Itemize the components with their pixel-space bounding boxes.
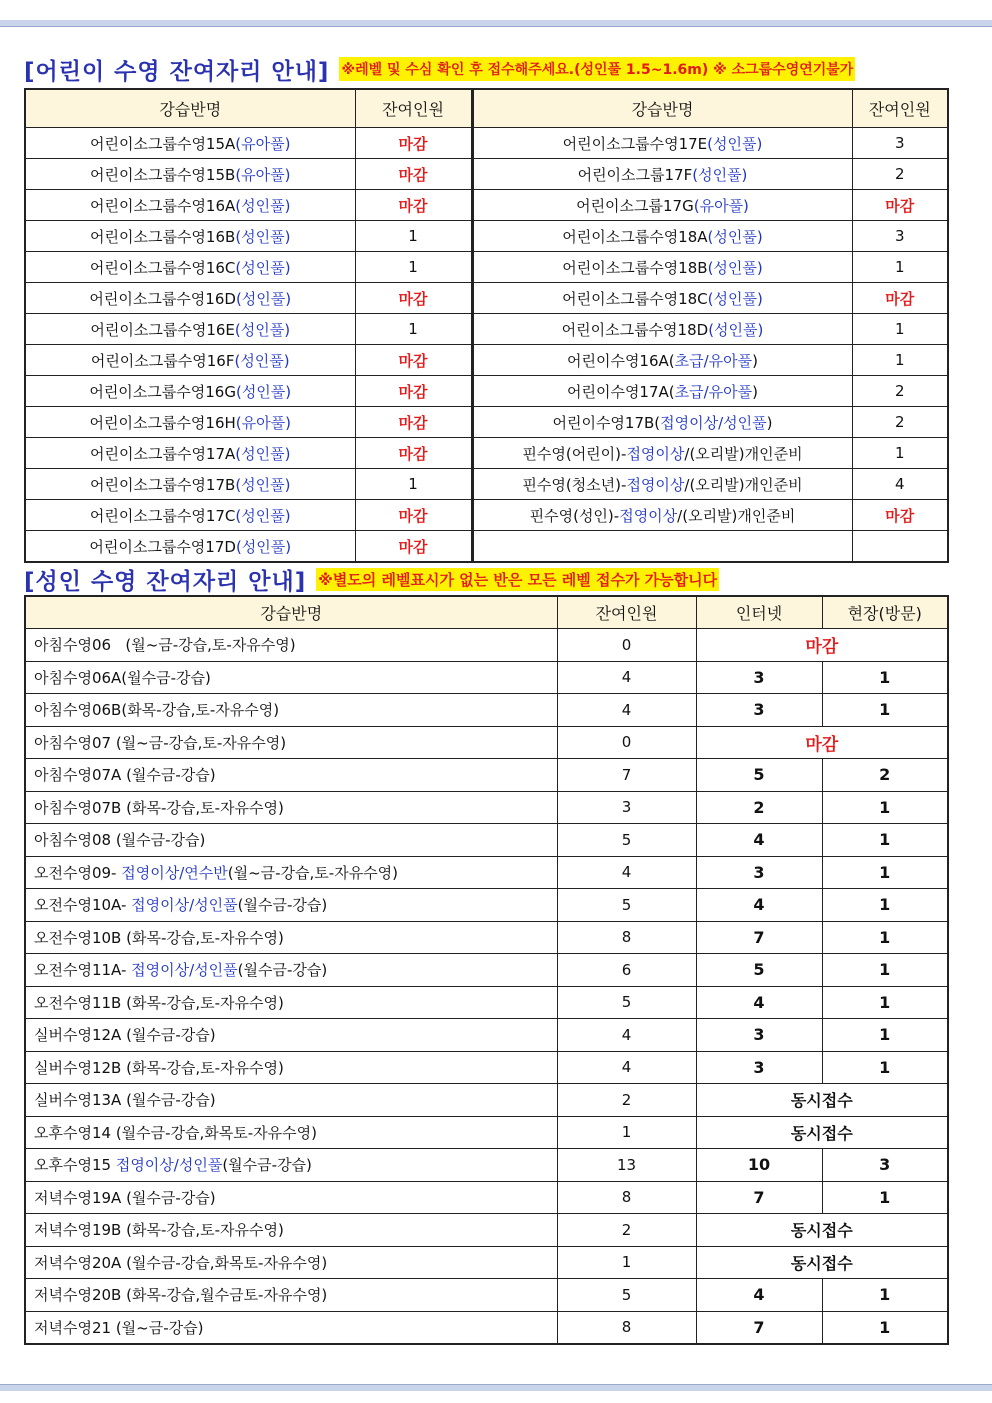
internet-cell: 7 — [696, 1311, 822, 1344]
onsite-cell: 1 — [822, 986, 948, 1019]
class-name: 어린이소그룹수영18B — [562, 258, 708, 277]
remaining-cell: 3 — [852, 221, 948, 252]
onsite-cell: 1 — [822, 1279, 948, 1312]
class-name-cell — [25, 791, 557, 824]
class-name: 오전수영09- — [34, 863, 122, 882]
class-name: 어린이수영17A( — [566, 382, 675, 401]
internet-cell: 10 — [696, 1149, 822, 1182]
pool-label: 접영이상/성인풀 — [660, 413, 767, 432]
class-name-cell — [472, 438, 852, 469]
pool-label: (성인풀) — [707, 134, 763, 153]
pool-label: (성인풀) — [235, 196, 291, 215]
remaining-cell: 4 — [557, 856, 696, 889]
class-suffix: /(오리발)개인준비 — [677, 506, 796, 525]
table-row — [25, 221, 948, 252]
class-name-cell — [472, 128, 852, 159]
table-row — [25, 438, 948, 469]
class-name: 어린이소그룹17F — [577, 165, 693, 184]
pool-label: (성인풀) — [235, 382, 292, 401]
remaining-cell: 마감 — [355, 531, 472, 563]
pool-label: (성인풀) — [235, 444, 291, 463]
pool-label: (성인풀) — [707, 227, 763, 246]
remaining-cell: 마감 — [852, 500, 948, 531]
class-name: 어린이소그룹수영15B — [90, 165, 236, 184]
internet-cell: 4 — [696, 986, 822, 1019]
remaining-cell: 7 — [557, 759, 696, 792]
class-suffix: /(오리발)개인준비 — [684, 444, 803, 463]
page-content — [24, 50, 949, 1345]
class-name: 아침수영08 (월수금-강습) — [34, 831, 206, 850]
class-name: 아침수영07A (월수금-강습) — [34, 766, 216, 785]
class-name-cell — [25, 1149, 557, 1182]
onsite-cell: 1 — [822, 791, 948, 824]
table-row — [25, 1279, 948, 1312]
class-name-cell — [25, 1084, 557, 1117]
pool-label: (성인풀) — [708, 320, 764, 339]
remaining-cell: 0 — [557, 726, 696, 759]
pool-label: (성인풀) — [235, 227, 291, 246]
class-name-cell — [25, 986, 557, 1019]
table-row — [25, 345, 948, 376]
pool-label: (성인풀) — [235, 289, 292, 308]
onsite-cell: 1 — [822, 661, 948, 694]
remaining-cell: 마감 — [852, 283, 948, 314]
class-suffix: ) — [766, 413, 773, 432]
remaining-cell — [852, 531, 948, 563]
remaining-cell: 1 — [355, 314, 472, 345]
class-name: 어린이소그룹수영16F — [90, 351, 235, 370]
class-name: 어린이소그룹수영16A — [90, 196, 236, 215]
remaining-cell: 마감 — [355, 407, 472, 438]
table-row — [25, 661, 948, 694]
remaining-cell: 1 — [355, 221, 472, 252]
remaining-cell: 1 — [852, 438, 948, 469]
class-name-cell — [472, 500, 852, 531]
class-name-cell — [25, 694, 557, 727]
adult-table — [24, 595, 949, 1345]
class-name: 저녁수영20A (월수금-강습,화목토-자유수영) — [34, 1253, 328, 1272]
table-row — [25, 1181, 948, 1214]
class-name: 오전수영10B (화목-강습,토-자유수영) — [34, 928, 284, 947]
internet-cell: 5 — [696, 954, 822, 987]
table-row — [25, 759, 948, 792]
class-name: 어린이소그룹수영16C — [89, 258, 236, 277]
status-cell: 동시접수 — [696, 1084, 948, 1117]
pool-label: 초급/유아풀 — [674, 382, 753, 401]
pool-label: 접영이상 — [626, 475, 685, 494]
class-name-cell — [25, 889, 557, 922]
onsite-cell: 1 — [822, 694, 948, 727]
table-row — [25, 314, 948, 345]
class-name: 어린이소그룹수영16H — [89, 413, 236, 432]
class-name: 어린이소그룹수영17C — [89, 506, 236, 525]
table-row — [25, 283, 948, 314]
remaining-cell: 1 — [852, 345, 948, 376]
class-name: 어린이소그룹수영17D — [89, 537, 236, 556]
class-schedule: (월~금-강습,토-자유수영) — [227, 863, 399, 882]
table-row — [25, 531, 948, 563]
table-row — [25, 856, 948, 889]
class-name-cell — [25, 128, 355, 159]
table-row — [25, 1246, 948, 1279]
status-cell: 동시접수 — [696, 1246, 948, 1279]
class-name: 핀수영(성인)- — [529, 506, 620, 525]
remaining-cell: 1 — [557, 1246, 696, 1279]
internet-cell: 4 — [696, 889, 822, 922]
class-schedule: (월수금-강습) — [222, 1156, 312, 1175]
class-name: 아침수영06A(월수금-강습) — [34, 668, 211, 687]
class-name-cell — [25, 954, 557, 987]
table-row — [25, 921, 948, 954]
class-name-cell — [472, 221, 852, 252]
internet-cell: 3 — [696, 661, 822, 694]
class-name-cell — [472, 469, 852, 500]
class-name-cell — [25, 824, 557, 857]
table-row — [25, 252, 948, 283]
internet-cell: 3 — [696, 856, 822, 889]
remaining-cell: 3 — [852, 128, 948, 159]
remaining-cell: 8 — [557, 921, 696, 954]
class-name-cell — [25, 1311, 557, 1344]
remaining-cell: 마감 — [355, 283, 472, 314]
class-suffix: /(오리발)개인준비 — [684, 475, 803, 494]
adult-header-class: 강습반명 — [25, 596, 557, 629]
class-name: 어린이소그룹수영18C — [562, 289, 708, 308]
class-name: 저녁수영19B (화목-강습,토-자유수영) — [34, 1221, 284, 1240]
kids-header-class-left: 강습반명 — [25, 89, 355, 128]
adult-table-header — [25, 596, 948, 629]
kids-table — [24, 88, 949, 563]
table-row — [25, 986, 948, 1019]
remaining-cell: 2 — [852, 159, 948, 190]
class-name: 저녁수영19A (월수금-강습) — [34, 1188, 216, 1207]
internet-cell: 2 — [696, 791, 822, 824]
remaining-cell: 2 — [852, 407, 948, 438]
onsite-cell: 1 — [822, 1181, 948, 1214]
remaining-cell: 마감 — [355, 438, 472, 469]
table-row — [25, 824, 948, 857]
remaining-cell: 마감 — [355, 190, 472, 221]
level-label: 접영이상/성인풀 — [131, 896, 238, 915]
pool-label: (성인풀) — [235, 475, 291, 494]
class-name: 어린이소그룹수영17E — [562, 134, 708, 153]
pool-label: 접영이상 — [619, 506, 678, 525]
table-row — [25, 376, 948, 407]
table-row — [25, 1051, 948, 1084]
table-row — [25, 954, 948, 987]
pool-label: (성인풀) — [234, 351, 290, 370]
class-name-cell — [25, 500, 355, 531]
remaining-cell: 6 — [557, 954, 696, 987]
remaining-cell: 1 — [852, 314, 948, 345]
class-schedule: (월수금-강습) — [237, 961, 328, 980]
class-name-cell — [472, 345, 852, 376]
remaining-cell: 마감 — [355, 345, 472, 376]
onsite-cell: 1 — [822, 1019, 948, 1052]
kids-header-remaining-right: 잔여인원 — [852, 89, 948, 128]
class-name-cell — [472, 190, 852, 221]
remaining-cell: 13 — [557, 1149, 696, 1182]
class-name: 어린이소그룹수영17B — [90, 475, 236, 494]
class-name-cell — [472, 376, 852, 407]
class-name-cell — [25, 252, 355, 283]
remaining-cell: 1 — [557, 1116, 696, 1149]
table-row — [25, 1019, 948, 1052]
remaining-cell: 1 — [355, 469, 472, 500]
level-label: 접영이상/성인풀 — [131, 961, 238, 980]
kids-header-remaining-left: 잔여인원 — [355, 89, 472, 128]
class-name-cell — [25, 1116, 557, 1149]
class-name: 어린이소그룹수영16B — [90, 227, 236, 246]
status-cell: 동시접수 — [696, 1214, 948, 1247]
internet-cell: 5 — [696, 759, 822, 792]
remaining-cell: 4 — [557, 1019, 696, 1052]
class-name: 저녁수영21 (월~금-강습) — [34, 1318, 204, 1337]
pool-label: (성인풀) — [234, 320, 291, 339]
level-label: 접영이상/연수반 — [121, 863, 228, 882]
class-name: 어린이수영17B( — [552, 413, 661, 432]
class-name-cell — [25, 1279, 557, 1312]
class-name-cell — [472, 314, 852, 345]
table-row — [25, 1116, 948, 1149]
table-row — [25, 1149, 948, 1182]
onsite-cell: 1 — [822, 921, 948, 954]
table-row — [25, 407, 948, 438]
table-row — [25, 469, 948, 500]
remaining-cell: 0 — [557, 629, 696, 662]
table-row — [25, 791, 948, 824]
remaining-cell: 1 — [355, 252, 472, 283]
remaining-cell: 마감 — [852, 190, 948, 221]
class-name: 오전수영11A- — [34, 961, 132, 980]
adult-header-remaining: 잔여인원 — [557, 596, 696, 629]
class-name-cell — [472, 252, 852, 283]
class-name: 실버수영13A (월수금-강습) — [34, 1091, 216, 1110]
remaining-cell: 3 — [557, 791, 696, 824]
onsite-cell: 1 — [822, 1311, 948, 1344]
remaining-cell: 8 — [557, 1181, 696, 1214]
internet-cell: 7 — [696, 1181, 822, 1214]
class-suffix: ) — [752, 382, 759, 401]
class-name: 오전수영11B (화목-강습,토-자유수영) — [34, 993, 284, 1012]
kids-header-class-right: 강습반명 — [472, 89, 852, 128]
class-name-cell — [25, 1051, 557, 1084]
kids-section-note: ※레벨 및 수심 확인 후 접수해주세요.(성인풀 1.5~1.6m) ※ 소그룹수영연기불가 — [339, 57, 855, 81]
table-row — [25, 629, 948, 662]
class-name-cell — [25, 629, 557, 662]
class-name: 핀수영(어린이)- — [522, 444, 627, 463]
class-name-cell — [25, 921, 557, 954]
class-name: 아침수영06B(화목-강습,토-자유수영) — [34, 701, 280, 720]
class-name-cell — [25, 726, 557, 759]
remaining-cell: 1 — [852, 252, 948, 283]
class-name: 어린이소그룹수영16G — [89, 382, 236, 401]
remaining-cell: 2 — [852, 376, 948, 407]
class-name: 어린이소그룹수영17A — [90, 444, 236, 463]
class-name: 오후수영14 (월수금-강습,화목토-자유수영) — [34, 1123, 317, 1142]
table-row — [25, 726, 948, 759]
class-name-cell — [25, 438, 355, 469]
remaining-cell: 5 — [557, 889, 696, 922]
class-name-cell — [25, 856, 557, 889]
adult-section-note: ※별도의 레벨표시가 없는 반은 모든 레벨 접수가 가능합니다 — [316, 568, 719, 591]
class-schedule: (월수금-강습) — [237, 896, 328, 915]
class-suffix: ) — [752, 351, 759, 370]
remaining-cell: 마감 — [355, 376, 472, 407]
adult-section-title: [성인 수영 잔여자리 안내] — [24, 568, 307, 595]
kids-table-header — [25, 89, 948, 128]
class-name-cell — [25, 1214, 557, 1247]
class-name-cell — [25, 759, 557, 792]
class-name-cell — [472, 531, 852, 563]
remaining-cell: 8 — [557, 1311, 696, 1344]
class-name: 아침수영07B (화목-강습,토-자유수영) — [34, 798, 284, 817]
class-name-cell — [25, 159, 355, 190]
class-name-cell — [25, 1019, 557, 1052]
internet-cell: 3 — [696, 1051, 822, 1084]
class-name-cell — [25, 407, 355, 438]
remaining-cell: 2 — [557, 1084, 696, 1117]
class-name: 어린이소그룹수영18A — [562, 227, 708, 246]
kids-section-header — [24, 50, 949, 88]
remaining-cell: 4 — [852, 469, 948, 500]
table-row — [25, 159, 948, 190]
adult-header-internet: 인터넷 — [696, 596, 822, 629]
internet-cell: 7 — [696, 921, 822, 954]
class-name: 실버수영12B (화목-강습,토-자유수영) — [34, 1058, 284, 1077]
class-name: 아침수영07 (월~금-강습,토-자유수영) — [34, 733, 287, 752]
onsite-cell: 1 — [822, 954, 948, 987]
page-frame-bottom — [0, 1384, 992, 1391]
remaining-cell: 마감 — [355, 128, 472, 159]
pool-label: (성인풀) — [235, 537, 292, 556]
remaining-cell: 4 — [557, 694, 696, 727]
level-label: 접영이상/성인풀 — [115, 1156, 223, 1175]
pool-label: (유아풀) — [235, 413, 291, 432]
class-name-cell — [25, 345, 355, 376]
class-name: 아침수영06 (월~금-강습,토-자유수영) — [34, 636, 296, 655]
pool-label: (유아풀) — [235, 165, 291, 184]
table-row — [25, 1311, 948, 1344]
status-cell: 마감 — [696, 629, 948, 662]
class-name-cell — [25, 531, 355, 563]
adult-header-onsite: 현장(방문) — [822, 596, 948, 629]
pool-label: (성인풀) — [707, 289, 763, 308]
class-name-cell — [25, 1181, 557, 1214]
class-name: 어린이소그룹17G — [576, 196, 694, 215]
onsite-cell: 1 — [822, 856, 948, 889]
class-name: 저녁수영20B (화목-강습,월수금토-자유수영) — [34, 1286, 328, 1305]
adult-section-header — [24, 563, 949, 595]
onsite-cell: 1 — [822, 824, 948, 857]
pool-label: (성인풀) — [707, 258, 763, 277]
pool-label: 초급/유아풀 — [674, 351, 753, 370]
pool-label: (성인풀) — [235, 258, 291, 277]
onsite-cell: 3 — [822, 1149, 948, 1182]
table-row — [25, 1084, 948, 1117]
class-name-cell — [25, 314, 355, 345]
remaining-cell: 마감 — [355, 159, 472, 190]
class-name-cell — [25, 661, 557, 694]
class-name-cell — [25, 221, 355, 252]
page-frame-top — [0, 20, 992, 27]
class-name: 오전수영10A- — [34, 896, 132, 915]
class-name-cell — [472, 407, 852, 438]
pool-label: (성인풀) — [692, 165, 748, 184]
class-name: 어린이소그룹수영15A — [90, 134, 236, 153]
status-cell: 동시접수 — [696, 1116, 948, 1149]
remaining-cell: 2 — [557, 1214, 696, 1247]
pool-label: (유아풀) — [693, 196, 749, 215]
internet-cell: 4 — [696, 824, 822, 857]
class-name: 어린이소그룹수영16D — [89, 289, 236, 308]
class-name-cell — [25, 283, 355, 314]
class-name-cell — [472, 159, 852, 190]
status-cell: 마감 — [696, 726, 948, 759]
table-row — [25, 190, 948, 221]
pool-label: (유아풀) — [235, 134, 291, 153]
internet-cell: 4 — [696, 1279, 822, 1312]
class-name: 어린이소그룹수영16E — [90, 320, 235, 339]
class-name: 핀수영(청소년)- — [522, 475, 627, 494]
remaining-cell: 5 — [557, 1279, 696, 1312]
internet-cell: 3 — [696, 694, 822, 727]
internet-cell: 3 — [696, 1019, 822, 1052]
onsite-cell: 2 — [822, 759, 948, 792]
class-name-cell — [25, 469, 355, 500]
class-name-cell — [25, 190, 355, 221]
class-name-cell — [472, 283, 852, 314]
table-row — [25, 694, 948, 727]
class-name: 어린이수영16A( — [566, 351, 675, 370]
table-row — [25, 500, 948, 531]
remaining-cell: 4 — [557, 661, 696, 694]
kids-section-title: [어린이 수영 잔여자리 안내] — [24, 58, 330, 85]
remaining-cell: 5 — [557, 986, 696, 1019]
class-name: 실버수영12A (월수금-강습) — [34, 1026, 216, 1045]
class-name-cell — [25, 1246, 557, 1279]
class-name: 어린이소그룹수영18D — [561, 320, 709, 339]
table-row — [25, 128, 948, 159]
pool-label: (성인풀) — [235, 506, 291, 525]
onsite-cell: 1 — [822, 889, 948, 922]
table-row — [25, 1214, 948, 1247]
remaining-cell: 5 — [557, 824, 696, 857]
class-name-cell — [25, 376, 355, 407]
remaining-cell: 마감 — [355, 500, 472, 531]
class-name: 오후수영15 — [34, 1156, 116, 1175]
pool-label: 접영이상 — [626, 444, 685, 463]
remaining-cell: 4 — [557, 1051, 696, 1084]
onsite-cell: 1 — [822, 1051, 948, 1084]
table-row — [25, 889, 948, 922]
